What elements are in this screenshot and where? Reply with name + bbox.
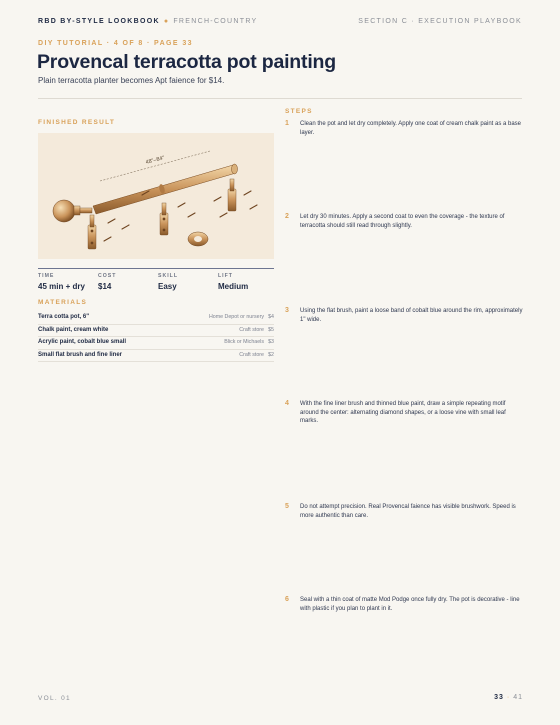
step-text: Do not attempt precision. Real Provencal faience has visible brushwork. Speed is more authentic than care. <box>300 504 516 519</box>
material-name: Chalk paint, cream white <box>38 326 109 333</box>
stat-key: COST <box>98 273 117 279</box>
brand-name: RBD BY-STYLE LOOKBOOK <box>38 18 160 25</box>
finished-result-label: FINISHED RESULT <box>38 119 116 126</box>
page-subtitle: Plain terracotta planter becomes Apt faience for $14. <box>38 76 225 85</box>
materials-list <box>38 312 274 362</box>
step-number: 6 <box>285 596 289 603</box>
stats-row <box>38 268 274 291</box>
material-source: Blick or Michaels <box>224 339 264 346</box>
style-name: FRENCH-COUNTRY <box>173 18 258 25</box>
step-text: With the fine liner brush and thinned blue paint, draw a simple repeating motif around the center: alternating diamond shapes, or a loose vine with small leaf marks. <box>300 401 506 425</box>
current-page: 33 <box>494 694 504 701</box>
stat-value: $14 <box>98 282 112 291</box>
step-text: Clean the pot and let dry completely. Apply one coat of cream chalk paint as a base layer. <box>300 121 522 136</box>
material-source: Home Depot or nursery <box>208 314 264 321</box>
material-name: Small flat brush and fine liner <box>38 351 123 358</box>
footer-page-number <box>494 694 523 701</box>
total-pages: 41 <box>513 694 523 701</box>
list-item <box>38 337 274 350</box>
finial-ball <box>53 200 92 222</box>
list-item <box>38 350 274 363</box>
bracket-center <box>160 203 168 235</box>
tutorial-kicker: DIY TUTORIAL · 4 OF 8 · PAGE 33 <box>38 40 193 47</box>
stat-key: SKILL <box>158 273 178 279</box>
bracket-right <box>228 179 236 211</box>
step-number: 1 <box>285 120 289 127</box>
stat-cost <box>98 273 116 291</box>
footer-volume: VOL. 01 <box>38 695 71 702</box>
materials-section <box>38 299 274 362</box>
curtain-rod-illustration <box>38 133 274 259</box>
left-column <box>38 119 274 358</box>
dimension-label: 48"–84" <box>145 155 166 166</box>
stat-value: Medium <box>218 282 249 291</box>
ring-fitting <box>188 232 208 246</box>
page-separator: · <box>506 694 511 701</box>
step-text: Let dry 30 minutes. Apply a second coat to even the coverage - the texture of terracotta should still read through slightly. <box>300 214 505 229</box>
bracket-left <box>88 215 96 249</box>
material-name: Terra cotta pot, 6" <box>38 314 90 320</box>
step-number: 3 <box>285 307 289 314</box>
step-text: Seal with a thin coat of matte Mod Podge once fully dry. The pot is decorative - line with plastic if you plan to plant in it. <box>300 597 520 612</box>
steps-column <box>285 108 523 612</box>
step-number: 4 <box>285 400 289 407</box>
material-source: Craft store <box>239 351 264 358</box>
stat-lift <box>218 273 248 291</box>
material-price: $5 <box>268 326 274 333</box>
header-divider <box>38 98 522 99</box>
page-title: Provencal terracotta pot painting <box>37 51 336 73</box>
running-header <box>38 18 522 30</box>
step-number: 2 <box>285 213 289 220</box>
stat-time <box>38 273 85 291</box>
step-number: 5 <box>285 503 289 510</box>
material-name: Acrylic paint, cobalt blue small <box>38 339 127 345</box>
stat-skill <box>158 273 178 291</box>
material-price: $2 <box>268 351 274 358</box>
list-item <box>38 325 274 338</box>
step-text: Using the flat brush, paint a loose band of cobalt blue around the rim, approximately 1" wide. <box>300 308 523 323</box>
stat-key: TIME <box>38 273 55 279</box>
material-price: $4 <box>268 314 274 321</box>
bullet-dot-icon: ● <box>163 18 170 25</box>
stat-value: Easy <box>158 282 177 291</box>
materials-label: MATERIALS <box>38 299 88 306</box>
stat-value: 45 min + dry <box>38 282 85 291</box>
material-price: $3 <box>268 339 274 346</box>
section-label: SECTION C · EXECUTION PLAYBOOK <box>358 18 522 25</box>
list-item <box>38 312 274 325</box>
steps-label: STEPS <box>285 108 313 115</box>
material-source: Craft store <box>239 326 264 333</box>
stat-key: LIFT <box>218 273 233 279</box>
